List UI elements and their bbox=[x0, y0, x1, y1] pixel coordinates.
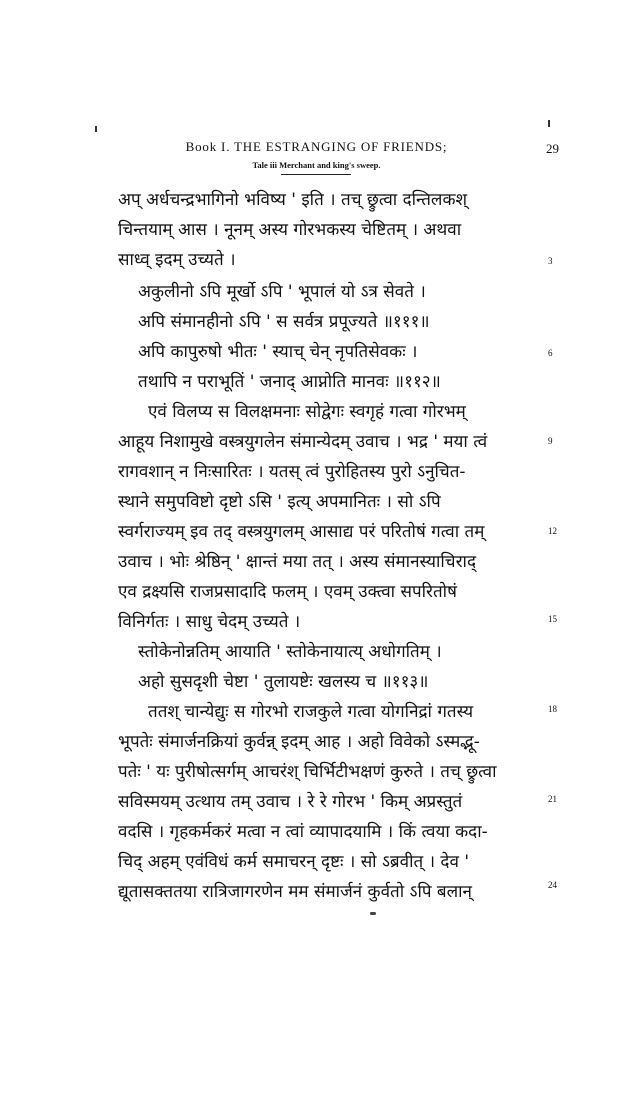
text-line: स्थाने समुपविष्टो दृष्टो ऽसि ' इत्य् अपमानितः । सो ऽपि bbox=[118, 492, 441, 512]
text-line: साध्व् इदम् उच्यते । bbox=[118, 250, 236, 270]
text-line: भूपतेः संमार्जनक्रियां कुर्वन्न् इदम् आह । अहो विवेको ऽस्मद्भू- bbox=[118, 732, 480, 752]
paragraph-first-line: एवं विलप्य स विलक्षमनाः सोद्वेगः स्वगृहं गत्वा गोरभम् bbox=[148, 402, 466, 422]
text-line: चिन्तयाम् आस । नूनम् अस्य गोरभकस्य चेष्टितम् । अथवा bbox=[118, 220, 462, 240]
text-line: स्वर्गराज्यम् इव तद् वस्त्रयुगलम् आसाद्य परं परितोषं गत्वा तम् bbox=[118, 522, 485, 542]
text-line: सविस्मयम् उत्थाय तम् उवाच । रे रे गोरभ ' किम् अप्रस्तुतं bbox=[118, 792, 463, 812]
text-line: चिद् अहम् एवंविधं कर्म समाचरन् दृष्टः । सो ऽब्रवीत् । देव ' bbox=[118, 852, 469, 872]
subtitle-rule bbox=[281, 174, 351, 175]
text-line: वदसि । गृहकर्मकरं मत्वा न त्वां व्यापादयामि । किं त्वया कदा- bbox=[118, 822, 488, 842]
line-number: 6 bbox=[548, 348, 553, 358]
margin-mark-right bbox=[548, 120, 550, 127]
verse-line: अपि संमानहीनो ऽपि ' स सर्वत्र प्रपूज्यते ॥१११॥ bbox=[138, 312, 430, 332]
text-line: आहूय निशामुखे वस्त्रयुगलेन संमान्येदम् उवाच । भद्र ' मया त्वं bbox=[118, 432, 488, 452]
text-line: उवाच । भोः श्रेष्ठिन् ' क्षान्तं मया तत् । अस्य संमानस्याचिराद् bbox=[118, 552, 476, 572]
text-line: अप् अर्धचन्द्रभागिनो भविष्य ' इति । तच् छ्रुत्वा दन्तिलकश् bbox=[118, 190, 468, 210]
verse-line: अपि कापुरुषो भीतः ' स्याच् चेन् नृपतिसेवकः । bbox=[138, 342, 418, 362]
verse-line: अकुलीनो ऽपि मूर्खो ऽपि ' भूपालं यो ऽत्र सेवते । bbox=[138, 282, 426, 302]
tale-subtitle: Tale iii Merchant and king's sweep. bbox=[252, 160, 381, 170]
verse-line: स्तोकेनोन्नतिम् आयाति ' स्तोकेनायात्य् अधोगतिम् । bbox=[138, 642, 442, 662]
paragraph-first-line: ततश् चान्येद्युः स गोरभो राजकुले गत्वा योगनिद्रां गतस्य bbox=[148, 702, 474, 722]
page-number: 29 bbox=[546, 141, 559, 156]
running-title: Book I. THE ESTRANGING OF FRIENDS; bbox=[185, 139, 448, 154]
verse-line: तथापि न पराभूतिं ' जनाद् आप्नोति मानवः ॥११२॥ bbox=[138, 372, 441, 392]
line-number: 21 bbox=[548, 794, 557, 804]
line-number: 18 bbox=[548, 704, 557, 714]
text-line: एव द्रक्ष्यसि राजप्रसादादि फलम् । एवम् उक्त्वा सपरितोषं bbox=[118, 582, 457, 602]
margin-mark-left bbox=[95, 126, 97, 132]
verse-line: अहो सुसदृशी चेष्टा ' तुलायष्टेः खलस्य च ॥११३॥ bbox=[138, 672, 429, 692]
line-number: 3 bbox=[548, 256, 553, 266]
text-line: पतेः ' यः पुरीषोत्सर्गम् आचरंश् चिर्भिटीभक्षणं कुरुते । तच् छ्रुत्वा bbox=[118, 762, 497, 782]
text-line: रागवशान् न निःसारितः । यतस् त्वं पुरोहितस्य पुरो ऽनुचित- bbox=[118, 462, 466, 482]
line-number: 15 bbox=[548, 614, 557, 624]
line-number: 12 bbox=[548, 526, 557, 536]
text-line: द्यूतासक्ततया रात्रिजागरणेन मम संमार्जनं कुर्वतो ऽपि बलान् bbox=[118, 882, 472, 902]
text-line: विनिर्गतः । साधु चेदम् उच्यते । bbox=[118, 612, 301, 632]
ink-speck bbox=[370, 912, 376, 915]
line-number: 9 bbox=[548, 436, 553, 446]
line-number: 24 bbox=[548, 880, 557, 890]
